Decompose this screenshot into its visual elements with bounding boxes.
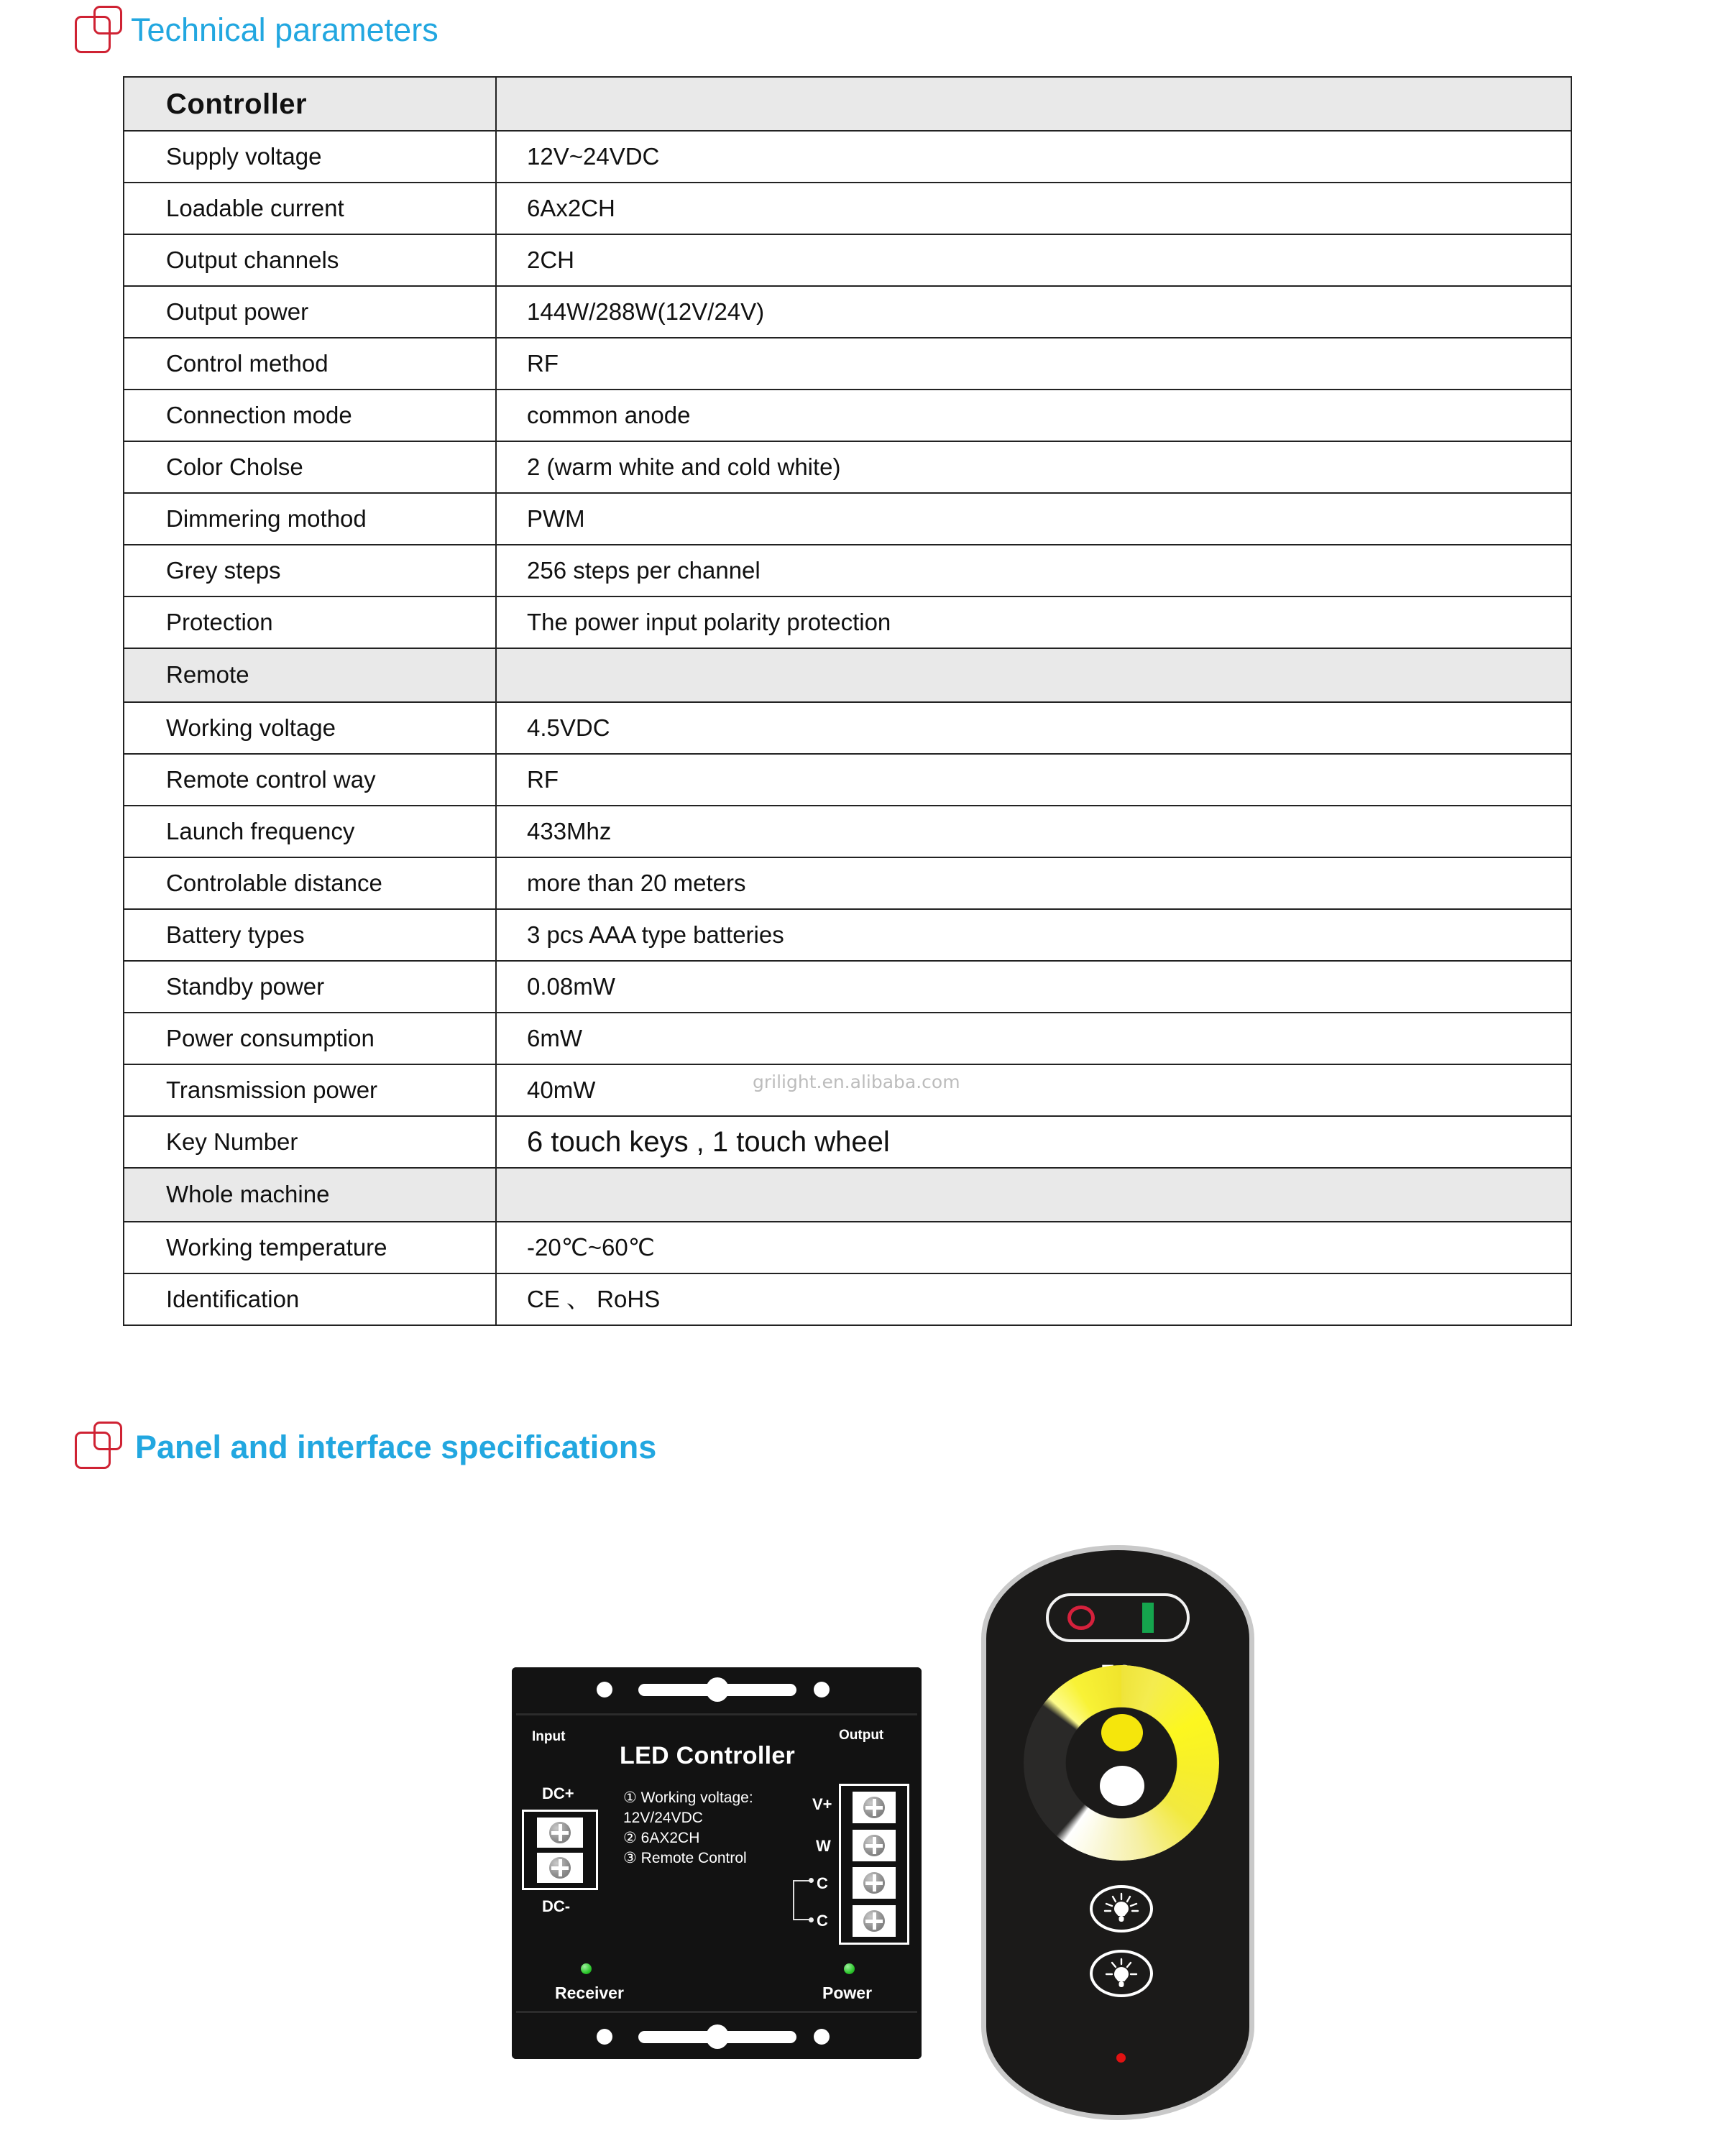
terminal-screw-cell bbox=[537, 1853, 583, 1883]
table-cell-value: 6mW bbox=[496, 1013, 1571, 1064]
table-cell-value: RF bbox=[496, 754, 1571, 806]
c-terminal-dot-icon bbox=[809, 1917, 814, 1922]
table-cell-label: Working temperature bbox=[124, 1222, 496, 1273]
table-group-row bbox=[124, 1168, 1571, 1222]
table-cell-value: 2CH bbox=[496, 234, 1571, 286]
mount-slot-knob-icon bbox=[706, 1677, 729, 1702]
terminal-screw-cell bbox=[853, 1905, 896, 1937]
controller-title-label: LED Controller bbox=[620, 1742, 796, 1769]
mount-hole-icon bbox=[814, 1682, 830, 1697]
screw-icon bbox=[549, 1822, 571, 1843]
led-controller-device bbox=[512, 1667, 922, 2059]
table-cell-value: common anode bbox=[496, 390, 1571, 441]
rf-remote-device bbox=[981, 1545, 1254, 2120]
table-row bbox=[124, 1116, 1571, 1168]
controller-seam bbox=[516, 1713, 917, 1715]
table-row bbox=[124, 1222, 1571, 1273]
table-row bbox=[124, 1273, 1571, 1325]
warm-white-swatch[interactable] bbox=[1101, 1714, 1143, 1751]
table-row bbox=[124, 390, 1571, 441]
table-cell-value: PWM bbox=[496, 493, 1571, 545]
controller-spec-line-3: ② 6AX2CH bbox=[623, 1829, 700, 1846]
screw-icon bbox=[549, 1857, 571, 1879]
table-row bbox=[124, 1013, 1571, 1064]
controller-spec-lines bbox=[623, 1788, 753, 1869]
controller-top-mounting-tab bbox=[512, 1667, 922, 1712]
controller-seam bbox=[516, 2011, 917, 2013]
color-temperature-wheel[interactable] bbox=[1024, 1665, 1219, 1861]
watermark: grilight.en.alibaba.com bbox=[753, 1072, 960, 1092]
input-terminal-block bbox=[522, 1810, 598, 1890]
table-cell-label: Supply voltage bbox=[124, 131, 496, 183]
table-group-row bbox=[124, 77, 1571, 131]
brightness-down-button[interactable] bbox=[1090, 1950, 1153, 1997]
table-row bbox=[124, 183, 1571, 234]
table-cell-label: Transmission power bbox=[124, 1064, 496, 1116]
table-row bbox=[124, 806, 1571, 857]
table-row bbox=[124, 857, 1571, 909]
bulb-bright-icon bbox=[1102, 1892, 1141, 1926]
table-cell-value: 256 steps per channel bbox=[496, 545, 1571, 596]
table-cell-label: Output channels bbox=[124, 234, 496, 286]
screw-icon bbox=[863, 1835, 885, 1856]
table-group-value bbox=[496, 77, 1571, 131]
table-cell-value: 40mW bbox=[496, 1064, 1571, 1116]
section-title-text: Panel and interface specifications bbox=[135, 1429, 657, 1465]
table-row bbox=[124, 909, 1571, 961]
table-cell-label: Connection mode bbox=[124, 390, 496, 441]
table-group-label: Whole machine bbox=[124, 1168, 496, 1222]
table-cell-label: Standby power bbox=[124, 961, 496, 1013]
table-cell-label: Color Cholse bbox=[124, 441, 496, 493]
overlapping-squares-icon bbox=[75, 1422, 125, 1472]
power-off-circle-icon[interactable] bbox=[1067, 1606, 1095, 1630]
power-label: Power bbox=[822, 1984, 873, 2002]
table-cell-label: Output power bbox=[124, 286, 496, 338]
power-led-icon bbox=[844, 1963, 855, 1974]
screw-icon bbox=[863, 1872, 885, 1894]
output-label: Output bbox=[839, 1728, 884, 1743]
table-group-row bbox=[124, 648, 1571, 702]
table-cell-label: Controlable distance bbox=[124, 857, 496, 909]
output-vplus-label: V+ bbox=[812, 1795, 832, 1813]
table-row bbox=[124, 493, 1571, 545]
table-row bbox=[124, 702, 1571, 754]
table-cell-label: Battery types bbox=[124, 909, 496, 961]
table-row bbox=[124, 441, 1571, 493]
dc-plus-label: DC+ bbox=[542, 1784, 574, 1802]
cold-white-swatch[interactable] bbox=[1100, 1766, 1144, 1806]
table-cell-label: Control method bbox=[124, 338, 496, 390]
controller-spec-line-4: ③ Remote Control bbox=[623, 1849, 747, 1866]
table-row bbox=[124, 338, 1571, 390]
table-row bbox=[124, 545, 1571, 596]
table-cell-value: more than 20 meters bbox=[496, 857, 1571, 909]
table-cell-label: Grey steps bbox=[124, 545, 496, 596]
table-row bbox=[124, 234, 1571, 286]
table-cell-value: 433Mhz bbox=[496, 806, 1571, 857]
power-on-bar-icon[interactable] bbox=[1142, 1603, 1154, 1633]
section-heading-technical-parameters bbox=[75, 6, 438, 56]
table-cell-label: Protection bbox=[124, 596, 496, 648]
receiver-label: Receiver bbox=[555, 1984, 624, 2002]
table-cell-label: Key Number bbox=[124, 1116, 496, 1168]
mount-hole-icon bbox=[814, 2029, 830, 2045]
table-row bbox=[124, 596, 1571, 648]
table-group-label: Remote bbox=[124, 648, 496, 702]
table-cell-value: 2 (warm white and cold white) bbox=[496, 441, 1571, 493]
table-cell-label: Identification bbox=[124, 1273, 496, 1325]
table-cell-value: 6Ax2CH bbox=[496, 183, 1571, 234]
table-group-label: Controller bbox=[124, 77, 496, 131]
mount-hole-icon bbox=[597, 1682, 612, 1697]
brightness-up-button[interactable] bbox=[1090, 1885, 1153, 1932]
table-cell-value: 4.5VDC bbox=[496, 702, 1571, 754]
terminal-screw-cell bbox=[853, 1792, 896, 1823]
table-cell-label: Power consumption bbox=[124, 1013, 496, 1064]
table-cell-value: 144W/288W(12V/24V) bbox=[496, 286, 1571, 338]
status-led-icon bbox=[1116, 2053, 1126, 2063]
output-c2-label: C bbox=[817, 1912, 828, 1930]
table-group-value bbox=[496, 648, 1571, 702]
table-cell-value: 0.08mW bbox=[496, 961, 1571, 1013]
bulb-dim-icon bbox=[1102, 1956, 1141, 1991]
screw-icon bbox=[863, 1797, 885, 1818]
table-cell-label: Loadable current bbox=[124, 183, 496, 234]
table-cell-value: 6 touch keys , 1 touch wheel bbox=[496, 1116, 1571, 1168]
power-button-bar[interactable] bbox=[1046, 1593, 1190, 1642]
table-row bbox=[124, 754, 1571, 806]
output-w-label: W bbox=[816, 1837, 831, 1855]
mount-hole-icon bbox=[597, 2029, 612, 2045]
controller-spec-line-2: 12V/24VDC bbox=[623, 1809, 703, 1826]
screw-icon bbox=[863, 1910, 885, 1932]
terminal-screw-cell bbox=[853, 1867, 896, 1899]
controller-spec-line-1: ① Working voltage: bbox=[623, 1789, 753, 1806]
c-terminal-bracket-icon bbox=[793, 1880, 812, 1920]
c-terminal-dot-icon bbox=[809, 1878, 814, 1883]
input-label: Input bbox=[532, 1729, 566, 1744]
table-row bbox=[124, 131, 1571, 183]
dc-minus-label: DC- bbox=[542, 1897, 571, 1915]
table-row bbox=[124, 286, 1571, 338]
receiver-led-icon bbox=[581, 1963, 592, 1974]
section-title-text: Technical parameters bbox=[131, 11, 438, 48]
table-cell-value: 3 pcs AAA type batteries bbox=[496, 909, 1571, 961]
output-terminal-block bbox=[839, 1784, 909, 1945]
product-illustrations bbox=[0, 1538, 1718, 2134]
table-cell-label: Launch frequency bbox=[124, 806, 496, 857]
table-cell-value: CE 、 RoHS bbox=[496, 1273, 1571, 1325]
table-cell-value: -20℃~60℃ bbox=[496, 1222, 1571, 1273]
table-cell-label: Remote control way bbox=[124, 754, 496, 806]
section-heading-panel-and-interface bbox=[75, 1422, 656, 1472]
overlapping-squares-icon bbox=[75, 6, 125, 56]
terminal-screw-cell bbox=[853, 1830, 896, 1861]
table-group-value bbox=[496, 1168, 1571, 1222]
table-cell-value: RF bbox=[496, 338, 1571, 390]
table-cell-value: The power input polarity protection bbox=[496, 596, 1571, 648]
output-c1-label: C bbox=[817, 1874, 828, 1892]
table-cell-value: 12V~24VDC bbox=[496, 131, 1571, 183]
mount-slot-knob-icon bbox=[706, 2024, 729, 2049]
controller-bottom-mounting-tab bbox=[512, 2014, 922, 2059]
terminal-screw-cell bbox=[537, 1818, 583, 1848]
table-cell-label: Dimmering mothod bbox=[124, 493, 496, 545]
table-row bbox=[124, 961, 1571, 1013]
technical-parameters-table bbox=[123, 76, 1572, 1326]
table-cell-label: Working voltage bbox=[124, 702, 496, 754]
